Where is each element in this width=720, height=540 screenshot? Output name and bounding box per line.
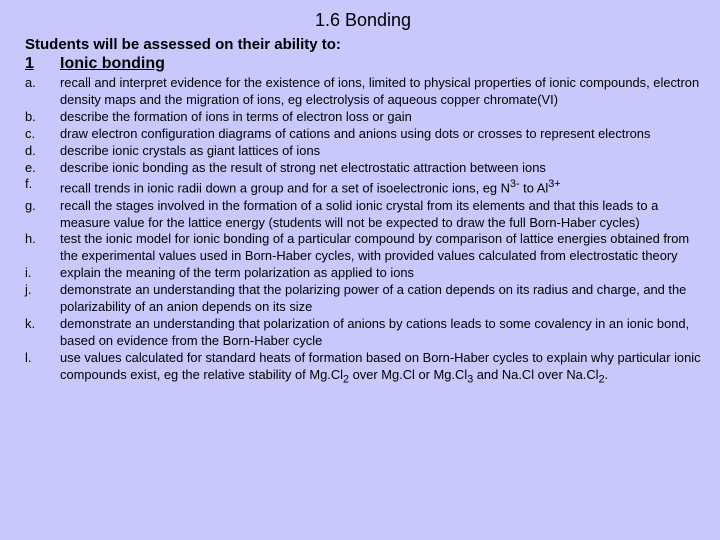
item-text: draw electron configuration diagrams of cations and anions using dots or crosses to represent electrons (60, 125, 651, 141)
item-letter: c. (25, 125, 36, 141)
item-text: describe ionic crystals as giant lattices of ions (60, 142, 321, 158)
section-number: 1 (25, 55, 34, 72)
item-letter: h. (25, 231, 36, 247)
section-name: Ionic bonding (60, 55, 165, 72)
section-heading (25, 55, 165, 73)
list-item (25, 126, 710, 143)
item-text: describe the formation of ions in terms of electron loss or gain (60, 108, 412, 124)
list-item (25, 316, 710, 350)
item-letter: j. (25, 282, 32, 298)
item-text: recall the stages involved in the formation of a solid ionic crystal from its elements and that this leads to a measure value for the lattice energy (students will not be expected to draw the full Born-Haber cycles) (60, 197, 659, 230)
item-letter: e. (25, 159, 36, 175)
list-item (25, 143, 710, 160)
page-title: 1.6 Bonding (314, 10, 412, 30)
intro-text: Students will be assessed on their ability to: (25, 36, 341, 53)
item-letter: l. (25, 349, 32, 365)
item-letter: a. (25, 75, 36, 90)
item-text: test the ionic model for ionic bonding of a particular compound by comparison of lattice energies obtained from the experimental values used in Born-Haber cycles, with provided values calculated from electrostatic theory (60, 231, 690, 264)
list-item (25, 231, 710, 265)
item-text: explain the meaning of the term polarization as applied to ions (60, 265, 414, 281)
item-letter: d. (25, 142, 36, 158)
item-text: recall and interpret evidence for the existence of ions, limited to physical properties of ionic compounds, electron density maps and the migration of ions, eg electrolysis of aqueous copper chromate(VI) (60, 75, 700, 107)
list-item (25, 198, 710, 232)
list-item (25, 75, 710, 109)
objectives-list (25, 75, 710, 388)
list-item (25, 109, 710, 126)
list-item (25, 176, 710, 197)
item-letter: i. (25, 265, 32, 281)
item-text: demonstrate an understanding that the polarizing power of a cation depends on its radius and charge, and the polarizability of an anion depends on its size (60, 282, 687, 315)
item-text: demonstrate an understanding that polarization of anions by cations leads to some covalency in an ionic bond, based on evidence from the Born-Haber cycle (60, 315, 690, 348)
item-letter: f. (25, 176, 33, 192)
item-text: use values calculated for standard heats of formation based on Born-Haber cycles to explain why particular ionic compounds exist, eg the relative stability of $Mg.Cl_2$ over Mg.Cl or $Mg.Cl_3$ and Na.Cl over $Na.Cl_2$. (60, 349, 701, 386)
item-letter: g. (25, 197, 36, 213)
item-text: recall trends in ionic radii down a group and for a set of isoelectronic ions, eg $N^{3-}$ to $Al^{3+}$ (60, 178, 561, 196)
item-letter: k. (25, 315, 36, 331)
list-item (25, 160, 710, 177)
item-letter: b. (25, 108, 36, 124)
list-item (25, 350, 710, 388)
list-item (25, 282, 710, 316)
list-item (25, 265, 710, 282)
item-text: describe ionic bonding as the result of strong net electrostatic attraction between ions (60, 159, 546, 175)
